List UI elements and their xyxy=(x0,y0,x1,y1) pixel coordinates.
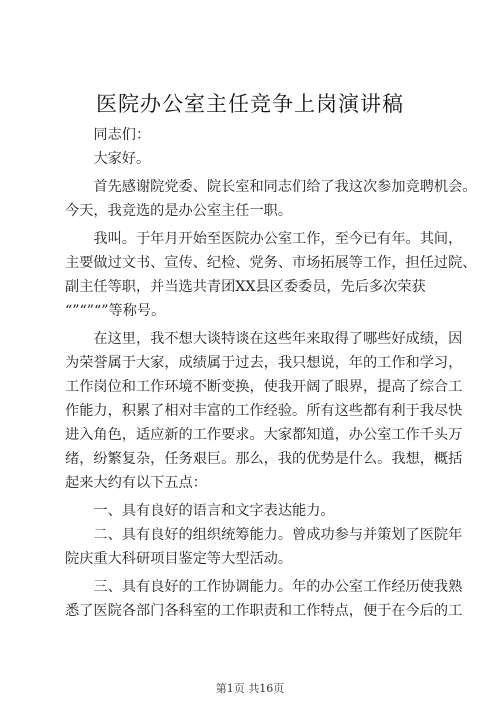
body-line: 我叫。于年月开始至医院办公室工作，至今已有年。其间， xyxy=(65,231,463,247)
body-line: 一、具有良好的语言和文字表达能力。 xyxy=(65,503,335,519)
body-line: 作能力，积累了相对丰富的工作经验。所有这些都有利于我尽快 xyxy=(65,403,463,419)
body-line: 院庆重大科研项目鉴定等大型活动。 xyxy=(65,551,293,567)
body-line: 绪，纷繁复杂，任务艰巨。那么，我的优势是什么。我想，概括 xyxy=(65,451,463,467)
body-line: 在这里，我不想大谈特谈在这些年来取得了哪些好成绩，因 xyxy=(65,331,463,347)
body-line: 为荣誉属于大家，成绩属于过去，我只想说，年的工作和学习， xyxy=(65,355,463,371)
body-line: 工作岗位和工作环境不断变换，使我开阔了眼界，提高了综合工 xyxy=(65,379,463,395)
body-line: 大家好。 xyxy=(65,151,151,167)
document-title: 医院办公室主任竞争上岗演讲稿 xyxy=(96,92,404,116)
body-line: 首先感谢院党委、院长室和同志们给了我这次参加竞聘机会。 xyxy=(65,179,477,195)
body-line: 主要做过文书、宣传、纪检、党务、市场拓展等工作，担任过院、 xyxy=(65,255,477,271)
body-line: 悉了医院各部门各科室的工作职责和工作特点，便于在今后的工 xyxy=(65,603,463,619)
body-line: 进入角色，适应新的工作要求。大家都知道，办公室工作千头万 xyxy=(65,427,463,443)
body-line: 起来大约有以下五点： xyxy=(65,475,207,491)
body-line: “”“”“”等称号。 xyxy=(65,303,166,319)
page-footer: 第1页 共16页 xyxy=(215,682,285,695)
body-line: 同志们： xyxy=(65,127,151,143)
body-line: 三、具有良好的工作协调能力。年的办公室工作经历使我熟 xyxy=(65,579,463,595)
body-line: 今天，我竞选的是办公室主任一职。 xyxy=(65,203,293,219)
body-line: 二、具有良好的组织统筹能力。曾成功参与并策划了医院年 xyxy=(65,527,463,543)
body-line: 副主任等职，并当选共青团XX县区委委员，先后多次荣获 xyxy=(65,279,426,295)
